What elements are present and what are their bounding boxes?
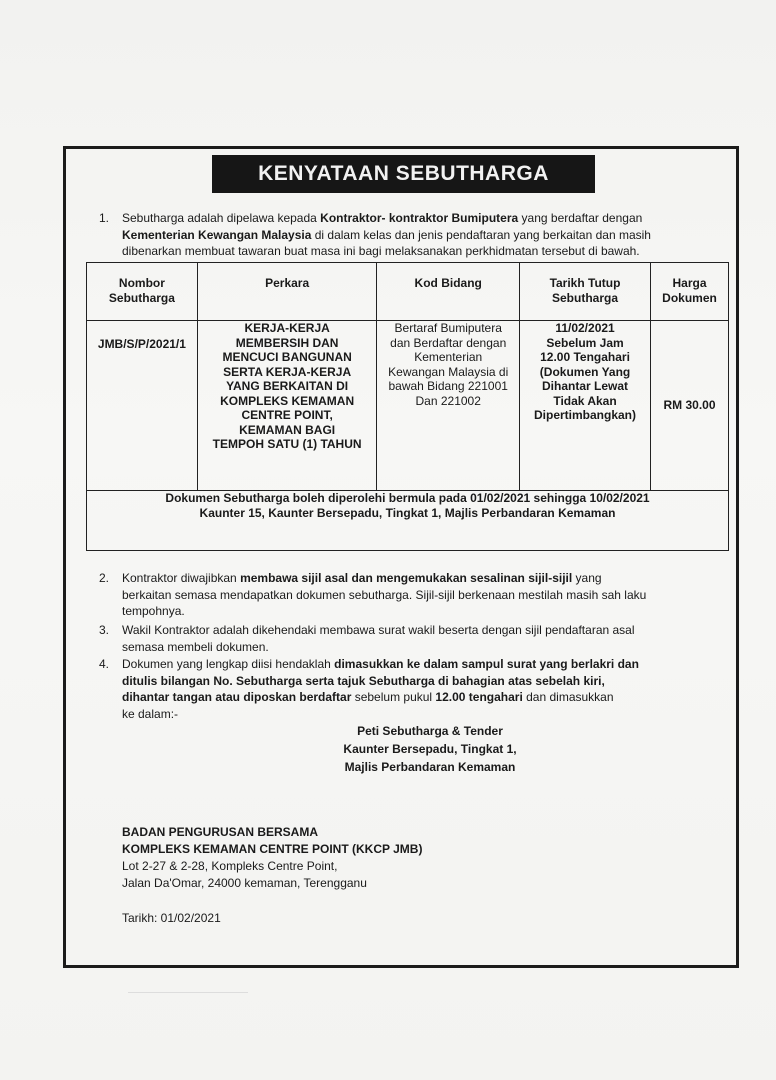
notice-date: Tarikh: 01/02/2021	[122, 911, 221, 925]
cell-tarikh-tutup: 11/02/2021 Sebelum Jam 12.00 Tengahari (Dokumen Yang Dihantar Lewat Tidak Akan Dipertimbangkan)	[520, 321, 651, 491]
bold-span: dihantar tangan atau diposkan berdaftar	[122, 690, 352, 704]
item-3-number: 3.	[99, 623, 110, 637]
item-3-text	[122, 622, 722, 655]
submission-line: Kaunter Bersepadu, Tingkat 1,	[343, 742, 517, 756]
text-line: ke dalam:-	[122, 706, 179, 721]
cell-nombor: JMB/S/P/2021/1	[87, 321, 198, 491]
issuer-address-line: Jalan Da'Omar, 24000 kemaman, Terengganu	[122, 876, 367, 890]
text-line: tempohnya.	[122, 604, 185, 618]
issuer-name: BADAN PENGURUSAN BERSAMA	[122, 825, 319, 839]
text-span: di dalam kelas dan jenis pendaftaran yang berkaitan dan masih	[311, 227, 651, 242]
text-span: Kontraktor diwajibkan	[122, 571, 241, 585]
text-span: yang	[572, 571, 602, 585]
item-2-text	[122, 570, 722, 620]
cell-perkara: KERJA-KERJA MEMBERSIH DAN MENCUCI BANGUNAN SERTA KERJA-KERJA YANG BERKAITAN DI KOMPLEKS KEMAMAN CENTRE POINT, KEMAMAN BAGI TEMPOH SATU (1) TAHUN	[197, 321, 377, 491]
header-nombor: Nombor Sebutharga	[87, 263, 198, 321]
bold-span: 12.00 tengahari	[435, 690, 523, 704]
text-span: yang berdaftar dengan	[518, 211, 643, 225]
issuer-block	[122, 824, 572, 892]
text-span: Dokumen Sebutharga boleh diperolehi bermula pada	[165, 491, 471, 505]
bold-span: membawa sijil asal dan mengemukakan sesalinan sijil-sijil	[240, 571, 573, 585]
item-1-number: 1.	[99, 211, 110, 225]
bold-span: Kementerian Kewangan Malaysia	[122, 227, 312, 242]
item-2-number: 2.	[99, 571, 110, 585]
header-tarikh-tutup: Tarikh Tutup Sebutharga	[520, 263, 651, 321]
submission-line: Majlis Perbandaran Kemaman	[344, 760, 516, 774]
header-kod-bidang: Kod Bidang	[377, 263, 520, 321]
submission-line: Peti Sebutharga & Tender	[357, 724, 503, 738]
cell-note	[87, 491, 729, 551]
issuer-address-line: Lot 2-27 & 2-28, Kompleks Centre Point,	[122, 859, 338, 873]
table-row	[87, 321, 729, 491]
cell-kod-bidang: Bertaraf Bumiputera dan Berdaftar dengan Kementerian Kewangan Malaysia di bawah Bidang 221001 Dan 221002	[377, 321, 520, 491]
item-4-number: 4.	[99, 657, 110, 671]
scan-artifact-line	[128, 992, 248, 993]
cell-harga: RM 30.00	[651, 321, 729, 491]
item-4-text	[122, 656, 732, 722]
header-harga: Harga Dokumen	[651, 263, 729, 321]
bold-span: Kaunter 15, Kaunter Bersepadu, Tingkat 1, Majlis Perbandaran Kemaman	[199, 505, 616, 520]
text-line: semasa membeli dokumen.	[122, 639, 269, 654]
notice-title: KENYATAAN SEBUTHARGA	[212, 155, 595, 193]
tender-table	[86, 262, 729, 551]
issuer-org: KOMPLEKS KEMAMAN CENTRE POINT (KKCP JMB)	[122, 842, 423, 856]
item-1-text	[122, 210, 722, 260]
text-span: Sebutharga adalah dipelawa kepada	[122, 211, 321, 225]
bold-span: 01/02/2021 sehingga 10/02/2021	[470, 491, 650, 505]
bold-span: Kontraktor- kontraktor Bumiputera	[320, 211, 519, 225]
text-line: dibenarkan membuat tawaran buat masa ini bagi melaksanakan perkhidmatan tersebut di bawah.	[122, 244, 640, 258]
text-span: sebelum pukul	[351, 690, 436, 704]
table-header-row	[87, 263, 729, 321]
text-span: dan dimasukkan	[522, 690, 614, 704]
table-note-row	[87, 491, 729, 551]
text-line: Wakil Kontraktor adalah dikehendaki membawa surat wakil beserta dengan sijil pendaftaran asal	[122, 623, 635, 637]
text-line: berkaitan semasa mendapatkan dokumen sebutharga. Sijil-sijil berkenaan mestilah masih sah laku	[122, 587, 647, 602]
bold-span: ditulis bilangan No. Sebutharga serta tajuk Sebutharga di bahagian atas sebelah kiri,	[122, 673, 605, 688]
bold-span: dimasukkan ke dalam sampul surat yang berlakri dan	[334, 657, 639, 671]
header-perkara: Perkara	[197, 263, 377, 321]
text-span: Dokumen yang lengkap diisi hendaklah	[122, 657, 335, 671]
submission-address	[300, 722, 560, 776]
